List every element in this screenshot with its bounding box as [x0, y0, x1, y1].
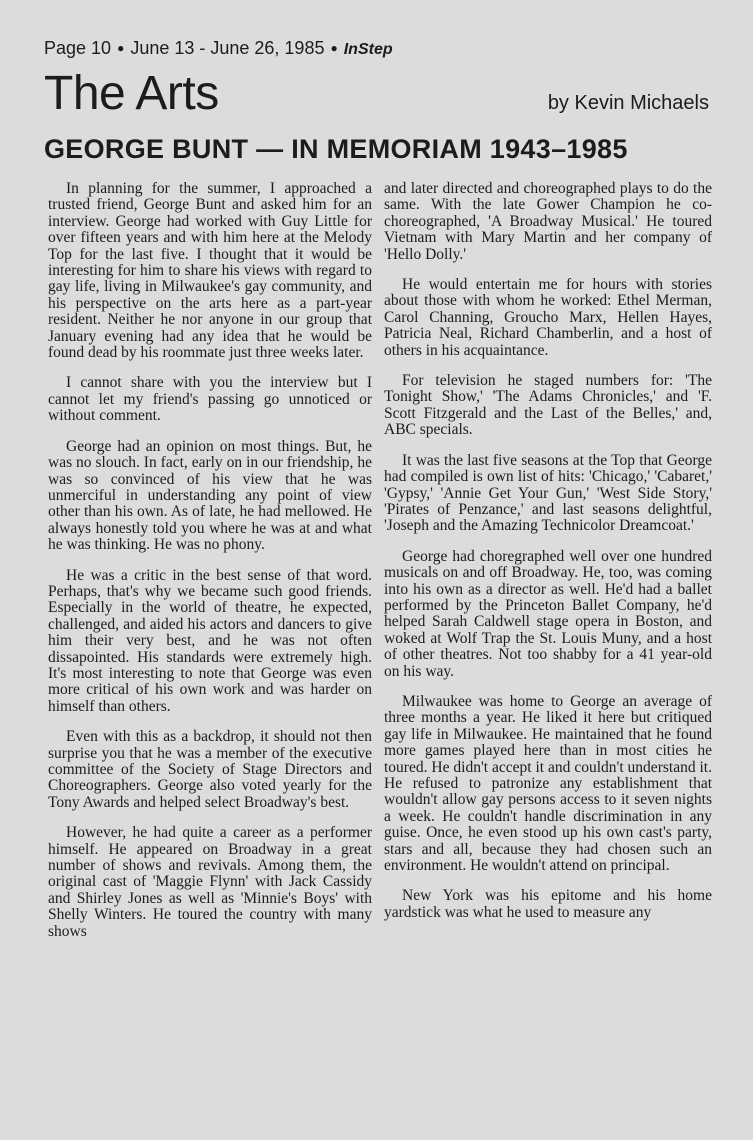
- paragraph: George had an opinion on most things. But, he was no slouch. In fact, early on in our friendship, he was so convinced of his view that he was unmerciful in understanding any point of view other than his own. As of late, he had mellowed. He always honestly told you where he was at and what he was thinking. He was no phony.: [48, 437, 372, 554]
- paragraph: George had choregraphed well over one hundred musicals on and off Broadway. He, too, was coming into his own as a director as well. He'd had a ballet performed by the Princeton Ballet Company, he'd helped Sarah Caldwell stage opera in Boston, and woked at Wolf Trap the St. Louis Muny, and a host of other theatres. Not too shabby for a 41 year-old on his way.: [384, 547, 712, 680]
- article-column-1: [48, 181, 372, 954]
- article-column-2: [384, 181, 712, 935]
- byline: by Kevin Michaels: [547, 92, 709, 114]
- issue-dates: June 13 - June 26, 1985: [130, 38, 325, 58]
- paragraph: He would entertain me for hours with stories about those with whom he worked: Ethel Merman, Carol Channing, Groucho Marx, Hellen Hayes, Patricia Neal, Richard Chamberlin, and a host of others in his acquaintance.: [384, 276, 712, 359]
- paragraph: New York was his epitome and his home yardstick was what he used to measure any: [384, 887, 712, 921]
- section-title: The Arts: [44, 67, 219, 120]
- publication-name: InStep: [343, 41, 393, 58]
- separator-dot: ●: [330, 41, 338, 55]
- page-number: Page 10: [44, 38, 112, 58]
- page-folio: [44, 38, 393, 59]
- paragraph: Milwaukee was home to George an average of three months a year. He liked it here but critiqued gay life in Milwaukee. He maintained that he found more games played here than in most cities he toured. He didn't accept it and couldn't understand it. He refused to patronize any establishment that wouldn't allow gay persons access to it seven nights a week. He couldn't handle discrimination in any guise. Once, he even stood up his own cast's party, stars and all, because they had chosen such an environment. He wouldn't attend on principal.: [384, 692, 712, 875]
- paragraph: It was the last five seasons at the Top that George had compiled is own list of hits: 'Chicago,' 'Cabaret,' 'Gypsy,' 'Annie Get Your Gun,' 'West Side Story,' 'Pirates of Penzance,' and last seasons delightful, 'Joseph and the Amazing Technicolor Dreamcoat.': [384, 451, 712, 535]
- separator-dot: ●: [117, 41, 125, 55]
- paragraph: I cannot share with you the interview but I cannot let my friend's passing go unnoticed or without comment.: [48, 374, 372, 425]
- paragraph: For television he staged numbers for: 'The Tonight Show,' 'The Adams Chronicles,' and 'F. Scott Fitzgerald and the Last of the Belles,' and, ABC specials.: [384, 372, 712, 439]
- paragraph: and later directed and choreographed plays to do the same. With the late Gower Champion he co-choreographed, 'A Broadway Musical.' He toured Vietnam with Mary Martin and her company of 'Hello Dolly.': [384, 180, 712, 263]
- paragraph: In planning for the summer, I approached a trusted friend, George Bunt and asked him for an interview. George had worked with Guy Little for over fifteen years and with him here at the Melody Top for the last five. I thought that it would be interesting for him to share his views with regard to gay life, living in Milwaukee's gay community, and his perspective on the arts here as a part-year resident. Neither he nor anyone in our group that January evening had any idea that he would be found dead by his roommate just three weeks later.: [48, 180, 372, 362]
- paragraph: He was a critic in the best sense of that word. Perhaps, that's why we became such good friends. Especially in the world of theatre, he expected, challenged, and aided his actors and dancers to give him their very best, and he was not often dissapointed. His standards were extremely high. It's most interesting to note that George was even more critical of his own work and was harder on himself than others.: [48, 566, 372, 715]
- paragraph: However, he had quite a career as a performer himself. He appeared on Broadway in a great number of shows and revivals. Among them, the original cast of 'Maggie Flynn' with Jack Cassidy and Shirley Jones as well as 'Minnie's Boys' with Shelly Winters. He toured the country with many shows: [48, 824, 372, 940]
- headline: GEORGE BUNT — IN MEMORIAM 1943–1985: [44, 134, 628, 164]
- paragraph: Even with this as a backdrop, it should not then surprise you that he was a member of the executive committee of the Society of Stage Directors and Choreographers. George also voted yearly for the Tony Awards and helped select Broadway's best.: [48, 728, 372, 811]
